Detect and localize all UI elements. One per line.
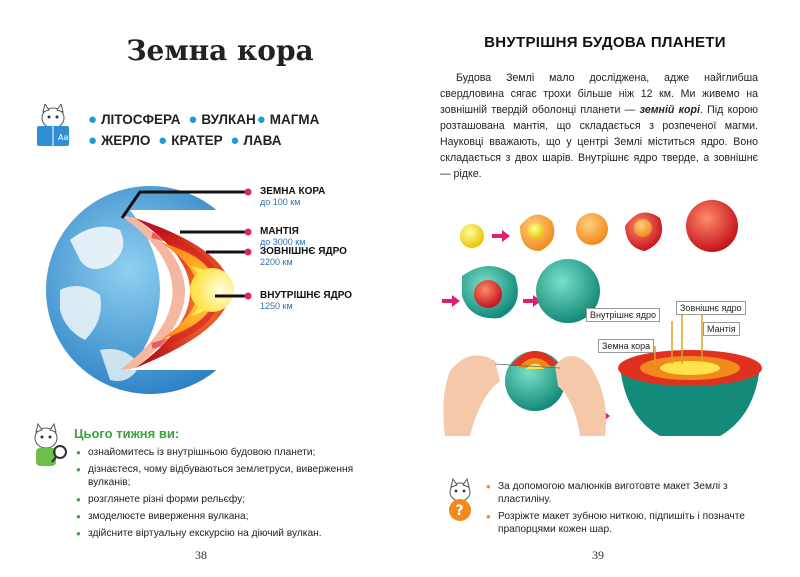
page-title-right: ВНУТРІШНЯ БУДОВА ПЛАНЕТИ <box>484 34 726 51</box>
task-item-2: ● Розріжте макет зубною ниткою, підпишіть і позначте прапорцями кожен шар. <box>486 510 762 536</box>
page-number-left: 38 <box>195 548 207 562</box>
keyword-lava: ЛАВА <box>243 133 282 148</box>
week-item-1: ● ознайомитесь із внутрішньою будовою планети; <box>76 446 366 459</box>
label-crust: Земна кора <box>598 339 654 353</box>
layer-label-inner-core: ВНУТРІШНЄ ЯДРО 1250 км <box>260 290 353 311</box>
week-item-3: ● розглянете різні форми рельєфу; <box>76 493 366 506</box>
task-item-1: ● За допомогою малюнків виготовте макет Землі з пластиліну. <box>486 480 762 506</box>
intro-paragraph: Будова Землі мало досліджена, адже найглибша свердловина сягає трохи більше ніж 12 км. Ми живемо на зовнішній твердій оболонці планети — земній корі. Під корою розташована мантія, що складається з розпеченої магми. Науковці вважають, що у центрі Землі міститься ядро. Воно складається з двох шарів. Внутрішнє ядро тверде, а зовнішнє — рідке. <box>440 72 758 180</box>
week-list <box>76 446 366 544</box>
week-item-5: ● здійсните віртуальну екскурсію на діючий вулкан. <box>76 527 366 540</box>
week-item-2: ● дізнаєтеся, чому відбуваються землетруси, виверження вулканів; <box>76 463 366 489</box>
svg-text:?: ? <box>455 503 464 519</box>
keyword-volcano: ВУЛКАН <box>201 112 256 127</box>
page-title-left: Земна кора <box>126 34 314 67</box>
cat-reading-icon <box>28 104 78 150</box>
label-outer-core: Зовнішнє ядро <box>676 301 746 315</box>
cat-question-icon <box>440 478 480 522</box>
keyword-magma: МАГМА <box>269 112 320 127</box>
page-number-right: 39 <box>592 548 604 562</box>
svg-text:Aa: Aa <box>58 133 69 142</box>
cat-magnifier-icon <box>22 422 72 470</box>
keyword-lithosphere: ЛІТОСФЕРА <box>101 112 181 127</box>
keywords-row-1: ● ЛІТОСФЕРА ● ВУЛКАН● МАГМА <box>88 111 320 128</box>
label-inner-core: Внутрішнє ядро <box>586 308 660 322</box>
task-list <box>486 480 762 540</box>
layer-label-outer-core: ЗОВНІШНЄ ЯДРО 2200 км <box>260 246 347 267</box>
label-mantle: Мантія <box>703 322 740 336</box>
week-item-4: ● змоделюєте виверження вулкана; <box>76 510 366 523</box>
layer-label-crust: ЗЕМНА КОРА до 100 км <box>260 186 326 207</box>
week-title: Цього тижня ви: <box>74 426 180 441</box>
keywords-row-2: ● ЖЕРЛО ● КРАТЕР ● ЛАВА <box>88 132 282 149</box>
keyword-crater: КРАТЕР <box>171 133 223 148</box>
keyword-vent: ЖЕРЛО <box>101 133 151 148</box>
emphasis-earth-crust: земній корі <box>639 104 700 116</box>
layer-label-mantle: МАНТІЯ до 3000 км <box>260 226 306 247</box>
